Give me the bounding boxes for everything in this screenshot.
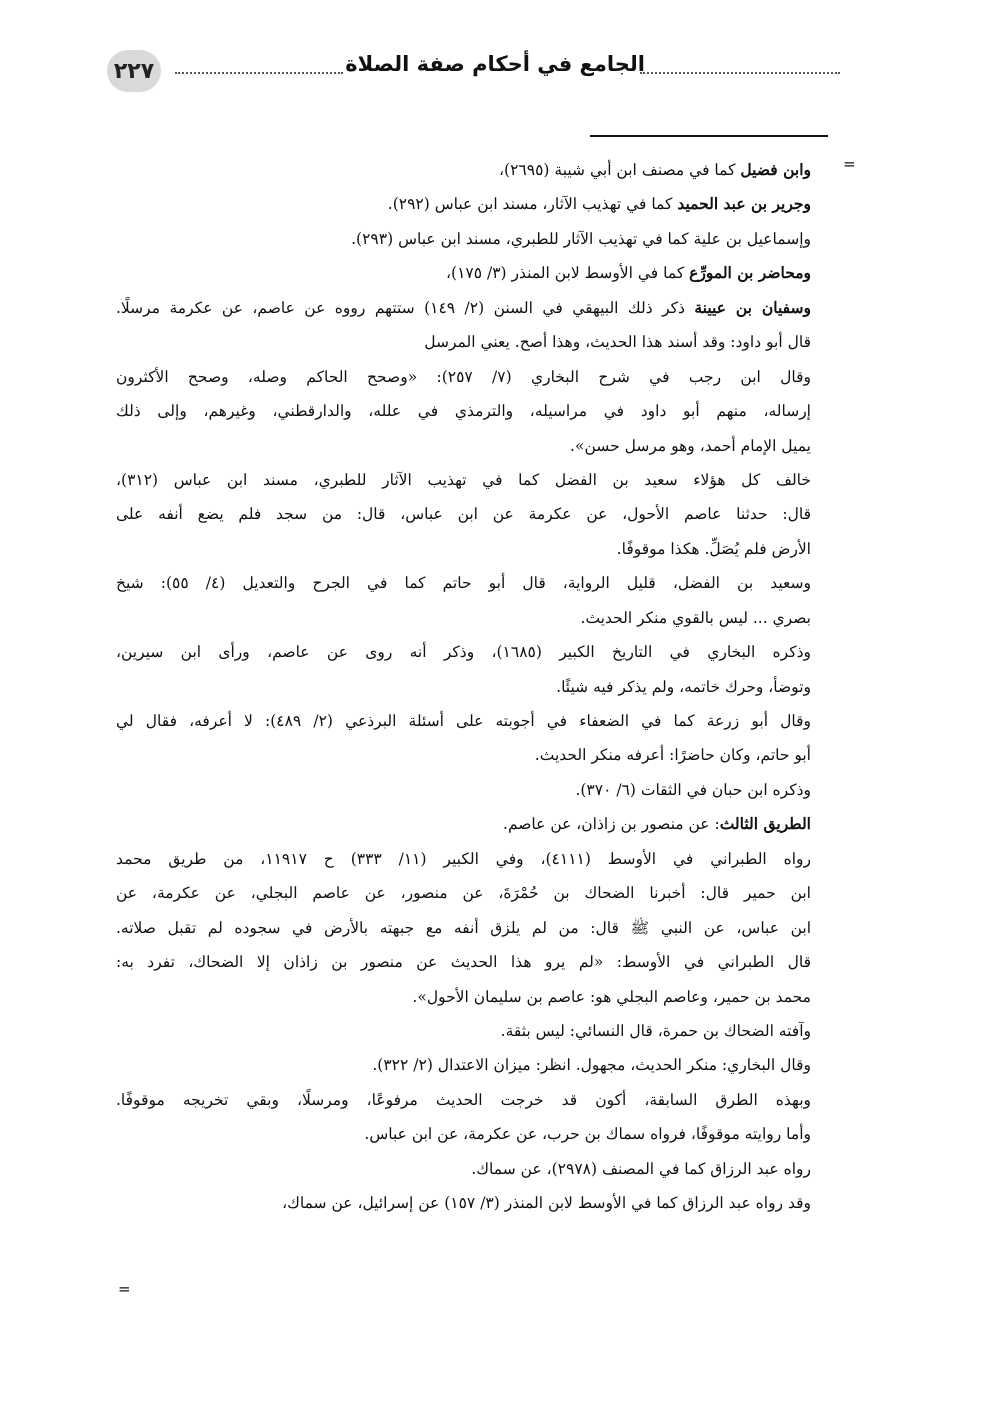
- running-header: [105, 44, 850, 100]
- line-text: وقال ابن رجب في شرح البخاري (٧/ ٢٥٧): «وصحح الحاكم وصله، وصحح الأكثرون: [116, 367, 811, 386]
- text-line: [116, 429, 811, 463]
- page-number: ٢٢٧: [107, 50, 161, 92]
- line-text: وأما روايته موقوفًا، فرواه سماك بن حرب، عن عكرمة، عن ابن عباس.: [364, 1125, 811, 1144]
- text-line: [116, 842, 811, 876]
- line-text: وقال البخاري: منكر الحديث، مجهول. انظر: ميزان الاعتدال (٢/ ٣٢٢).: [372, 1056, 811, 1075]
- line-text: قال: حدثنا عاصم الأحول، عن عكرمة عن ابن عباس، قال: من سجد فلم يضع أنفه على: [116, 505, 811, 524]
- line-text: وبهذه الطرق السابقة، أكون قد خرجت الحديث مرفوعًا، ومرسلًا، وبقي تخريجه موقوفًا.: [116, 1090, 811, 1109]
- text-line: [116, 704, 811, 738]
- text-line: [116, 601, 811, 635]
- line-text: خالف كل هؤلاء سعيد بن الفضل كما في تهذيب الآثار للطبري، مسند ابن عباس (٣١٢)،: [116, 470, 811, 489]
- book-title: الجامع في أحكام صفة الصلاة: [345, 52, 645, 76]
- line-text: أبو حاتم، وكان حاضرًا: أعرفه منكر الحديث.: [534, 746, 811, 765]
- text-line: [116, 325, 811, 359]
- line-text: وذكره البخاري في التاريخ الكبير (١٦٨٥)، وذكر أنه روى عن عاصم، ورأى ابن سيرين،: [116, 643, 811, 662]
- bold-term: وابن فضيل: [740, 160, 811, 179]
- text-line: [116, 360, 811, 394]
- text-line: [116, 222, 811, 256]
- line-text: ذكر ذلك البيهقي في السنن (٢/ ١٤٩) ستتهم رووه عن عاصم، عن عكرمة مرسلًا.: [116, 298, 695, 317]
- text-line: [116, 807, 811, 841]
- text-line: [116, 738, 811, 772]
- line-text: رواه عبد الرزاق كما في المصنف (٢٩٧٨)، عن سماك.: [471, 1159, 811, 1178]
- text-line: [116, 670, 811, 704]
- text-line: [116, 1014, 811, 1048]
- line-text: قال أبو داود: وقد أسند هذا الحديث، وهذا أصح. يعني المرسل: [424, 333, 811, 352]
- footnote-separator-rule: [590, 135, 828, 137]
- text-line: [116, 635, 811, 669]
- continuation-marker-top: =: [843, 155, 856, 173]
- footnote-body: [116, 153, 811, 1221]
- text-line: [116, 773, 811, 807]
- bold-term: ومحاضر بن المورِّع: [689, 263, 811, 283]
- text-line: [116, 256, 811, 290]
- line-text: وآفته الضحاك بن حمرة، قال النسائي: ليس بثقة.: [500, 1021, 811, 1040]
- line-text: رواه الطبراني في الأوسط (٤١١١)، وفي الكبير (١١/ ٣٣٣) ح ١١٩١٧، من طريق محمد: [116, 849, 811, 868]
- line-text: ابن عباس، عن النبي ﷺ قال: من لم يلزق أنفه مع جبهته بالأرض في سجوده لم تقبل صلاته.: [116, 918, 811, 937]
- text-line: [116, 1117, 811, 1151]
- text-line: [116, 1152, 811, 1186]
- text-line: [116, 394, 811, 428]
- text-line: [116, 911, 811, 945]
- text-line: [116, 291, 811, 325]
- text-line: [116, 980, 811, 1014]
- text-line: [116, 876, 811, 910]
- bold-term: وسفيان بن عيينة: [694, 297, 811, 317]
- text-line: [116, 1083, 811, 1117]
- text-line: [116, 532, 811, 566]
- header-dotted-leader-left: [175, 72, 343, 74]
- line-text: بصري ... ليس بالقوي منكر الحديث.: [580, 608, 811, 627]
- line-text: وذكره ابن حبان في الثقات (٦/ ٣٧٠).: [575, 780, 811, 799]
- text-line: [116, 1186, 811, 1220]
- line-text: إرساله، منهم أبو داود في مراسيله، والترمذي في علله، والدارقطني، وغيرهم، وإلى ذلك: [116, 402, 811, 421]
- line-text: ابن حمير قال: أخبرنا الضحاك بن حُمْرَةَ، عن منصور، عن عاصم البجلي، عن عكرمة، عن: [116, 884, 811, 903]
- line-text: وقد رواه عبد الرزاق كما في الأوسط لابن المنذر (٣/ ١٥٧) عن إسرائيل، عن سماك،: [282, 1194, 811, 1213]
- text-line: [116, 153, 811, 187]
- text-line: [116, 187, 811, 221]
- continuation-marker-bottom: =: [118, 1280, 131, 1298]
- line-text: الأرض فلم يُصَلِّ. هكذا موقوفًا.: [616, 539, 811, 558]
- line-text: كما في تهذيب الآثار، مسند ابن عباس (٢٩٢).: [387, 195, 678, 214]
- line-text: يميل الإمام أحمد، وهو مرسل حسن».: [570, 436, 811, 455]
- text-line: [116, 945, 811, 979]
- text-line: [116, 1048, 811, 1082]
- bold-term: وجرير بن عبد الحميد: [677, 194, 811, 214]
- text-line: [116, 463, 811, 497]
- bold-term: الطريق الثالث: [719, 814, 811, 834]
- line-text: كما في مصنف ابن أبي شيبة (٢٦٩٥)،: [499, 161, 741, 179]
- line-text: وإسماعيل بن علية كما في تهذيب الآثار للطبري، مسند ابن عباس (٢٩٣).: [351, 229, 811, 248]
- header-dotted-leader-right: [640, 72, 840, 74]
- line-text: : عن منصور بن زاذان، عن عاصم.: [503, 815, 720, 834]
- line-text: وتوضأ، وحرك خاتمه، ولم يذكر فيه شيئًا.: [556, 677, 811, 696]
- line-text: محمد بن حمير، وعاصم البجلي هو: عاصم بن سليمان الأحول».: [412, 987, 811, 1006]
- line-text: قال الطبراني في الأوسط: «لم يرو هذا الحديث عن منصور بن زاذان إلا الضحاك، تفرد به:: [116, 953, 811, 972]
- line-text: وقال أبو زرعة كما في الضعفاء في أجوبته على أسئلة البرذعي (٢/ ٤٨٩): لا أعرفه، فقال لي: [116, 712, 811, 730]
- text-line: [116, 566, 811, 600]
- line-text: كما في الأوسط لابن المنذر (٣/ ١٧٥)،: [446, 264, 690, 283]
- line-text: وسعيد بن الفضل، قليل الرواية، قال أبو حاتم كما في الجرح والتعديل (٤/ ٥٥): شيخ: [116, 574, 811, 593]
- text-line: [116, 497, 811, 531]
